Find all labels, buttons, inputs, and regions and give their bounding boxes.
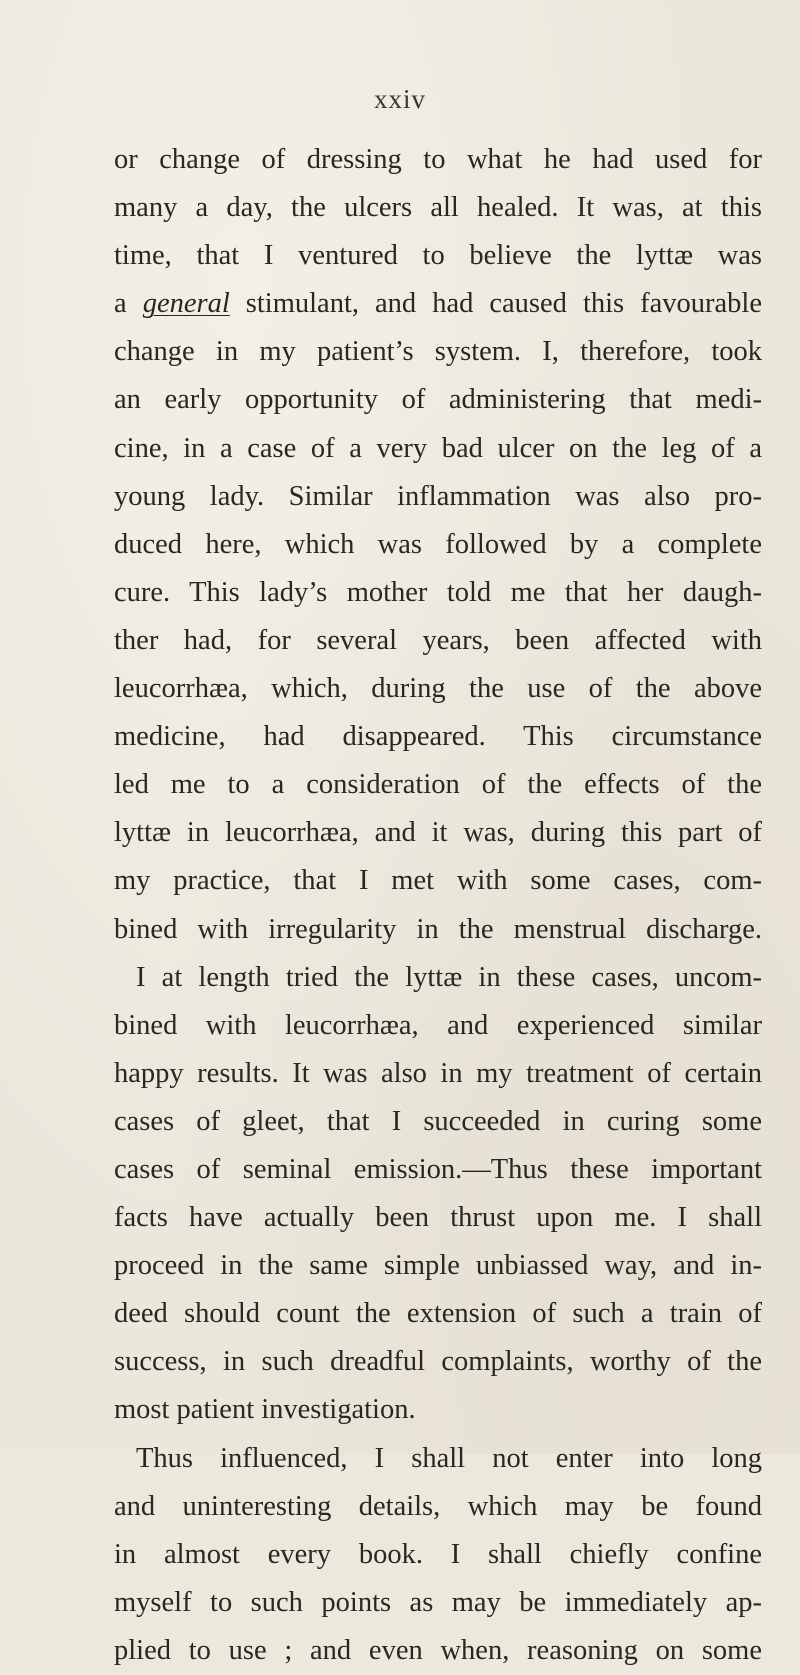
text-line: bined with leucorrhæa, and experienced similar — [114, 1009, 762, 1041]
text-line: and uninteresting details, which may be found — [114, 1490, 762, 1522]
text-line: duced here, which was followed by a complete — [114, 528, 762, 560]
text-line: medicine, had disappeared. This circumstance — [114, 721, 762, 753]
text-line: success, in such dreadful complaints, worthy of the — [114, 1346, 762, 1378]
text-line — [114, 280, 762, 328]
text-line: an early opportunity of administering that medi- — [114, 384, 762, 416]
text-line: cine, in a case of a very bad ulcer on the leg of a — [114, 432, 762, 464]
text-line: Thus influenced, I shall not enter into long — [136, 1442, 762, 1474]
text-line: cure. This lady’s mother told me that her daugh- — [114, 576, 762, 608]
text-line: cases of gleet, that I succeeded in curing some — [114, 1105, 762, 1137]
text-line: in almost every book. I shall chiefly confine — [114, 1538, 762, 1570]
text-line: facts have actually been thrust upon me. I shall — [114, 1202, 762, 1234]
text-segment: stimulant, and had caused this favourable — [229, 288, 762, 320]
text-line: my practice, that I met with some cases, com- — [114, 865, 762, 897]
text-segment: a — [114, 288, 143, 320]
text-line: most patient investigation. — [114, 1394, 416, 1426]
text-line: deed should count the extension of such a train of — [114, 1298, 762, 1330]
text-line: plied to use ; and even when, reasoning on some — [114, 1634, 762, 1666]
text-line: or change of dressing to what he had used for — [114, 144, 762, 175]
text-line: bined with irregularity in the menstrual discharge. — [114, 913, 762, 945]
text-line: change in my patient’s system. I, therefore, took — [114, 336, 762, 368]
text-line: cases of seminal emission.—Thus these important — [114, 1153, 762, 1185]
text-line: happy results. It was also in my treatment of certain — [114, 1057, 762, 1089]
page-number: xxiv — [373, 84, 426, 114]
text-line: I at length tried the lyttæ in these cases, uncom- — [136, 961, 762, 993]
text-line: lyttæ in leucorrhæa, and it was, during this part of — [114, 817, 762, 849]
text-line: myself to such points as may be immediately ap- — [114, 1586, 762, 1618]
text-line: ther had, for several years, been affected with — [114, 624, 762, 656]
text-line: young lady. Similar inflammation was also pro- — [114, 480, 762, 512]
text-line: proceed in the same simple unbiassed way, and in- — [114, 1250, 762, 1282]
body-text — [114, 136, 762, 1675]
text-line: time, that I ventured to believe the lyttæ was — [114, 240, 762, 272]
text-line: led me to a consideration of the effects of the — [114, 769, 762, 801]
text-line: leucorrhæa, which, during the use of the above — [114, 673, 762, 705]
text-line: many a day, the ulcers all healed. It was, at this — [114, 192, 762, 224]
emphasized-word: general — [142, 288, 230, 320]
